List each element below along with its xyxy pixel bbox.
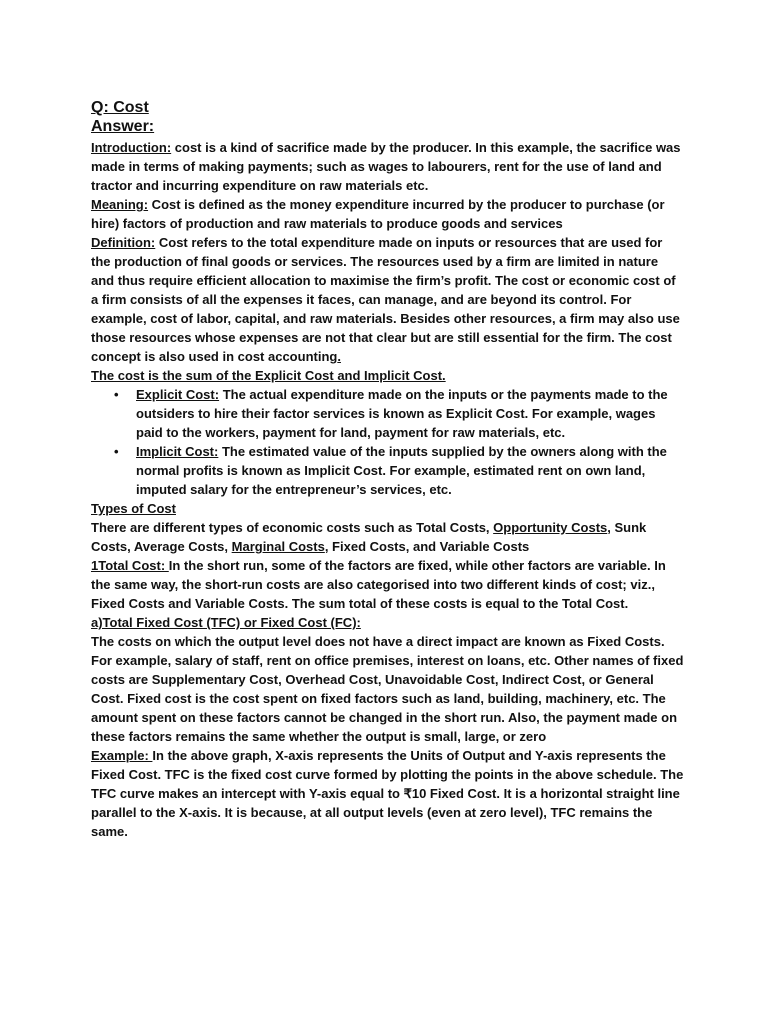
types-text-part-2: , Sunk Costs, Average Costs, <box>91 520 647 554</box>
bullet-icon: • <box>114 387 119 402</box>
meaning-paragraph <box>91 195 684 233</box>
explicit-cost-text: The actual expenditure made on the inputs or the payments made to the outsiders to hire their factor services is known as Explicit Cost. For example, wages paid to the workers, payment for land, payment for raw materials, etc. <box>136 387 668 440</box>
tfc-paragraph: The costs on which the output level does not have a direct impact are known as Fixed Costs. For example, salary of staff, rent on office premises, interest on loans, etc. Other names of fixed costs are Supplementary Cost, Overhead Cost, Unavoidable Cost, Indirect Cost, or General Cost. Fixed cost is the cost spent on fixed factors such as land, building, machinery, etc. The amount spent on these factors cannot be changed in the short run. Also, the payment made on these factors remains the same whether the output is small, large, or zero <box>91 634 684 744</box>
opportunity-costs-link[interactable]: Opportunity Costs <box>493 520 608 535</box>
definition-paragraph <box>91 233 684 366</box>
list-item-explicit-cost <box>114 385 684 442</box>
introduction-text: cost is a kind of sacrifice made by the producer. In this example, the sacrifice was made in terms of making payments; such as wages to labourers, rent for the use of land and tractor and incurring expenditure on raw materials etc. <box>91 140 681 193</box>
example-label: Example: <box>91 748 153 763</box>
types-of-cost-heading: Types of Cost <box>91 501 176 516</box>
introduction-paragraph <box>91 138 684 195</box>
meaning-label: Meaning: <box>91 197 149 212</box>
types-text-part-1: There are different types of economic costs such as Total Costs, <box>91 520 494 535</box>
tfc-heading: a)Total Fixed Cost (TFC) or Fixed Cost (FC): <box>91 615 361 630</box>
definition-text: Cost refers to the total expenditure made on inputs or resources that are used for the production of final goods or services. The resources used by a firm are limited in nature and thus require efficient allocation to maximise the firm’s profit. The cost or economic cost of a firm consists of all the expenses it faces, can manage, and are beyond its control. For example, cost of labor, capital, and raw materials. Besides other resources, a firm may also use those resources whose expenses are not that clear but are still essential for the firm. The cost concept is also used in cost accounting <box>91 235 680 364</box>
definition-end: . <box>337 349 341 364</box>
implicit-cost-text: The estimated value of the inputs supplied by the owners along with the normal profits is known as Implicit Cost. For example, estimated rent on own land, imputed salary for the entrepreneur’s services, etc. <box>136 444 667 497</box>
definition-label: Definition: <box>91 235 156 250</box>
question-title: Q: Cost <box>91 99 149 116</box>
example-paragraph <box>91 746 684 841</box>
meaning-text: Cost is defined as the money expenditure incurred by the producer to purchase (or hire) factors of production and raw materials to produce goods and services <box>91 197 665 231</box>
bullet-icon: • <box>114 444 119 459</box>
total-cost-label: 1Total Cost: <box>91 558 169 573</box>
types-of-cost-paragraph <box>91 518 684 556</box>
answer-heading: Answer: <box>91 118 155 135</box>
explicit-cost-label: Explicit Cost: <box>136 387 220 402</box>
total-cost-paragraph <box>91 556 684 613</box>
implicit-cost-label: Implicit Cost: <box>136 444 219 459</box>
list-item-implicit-cost <box>114 442 684 499</box>
example-text: In the above graph, X-axis represents the Units of Output and Y-axis represents the Fixed Cost. TFC is the fixed cost curve formed by plotting the points in the above schedule. The TFC curve makes an intercept with Y-axis equal to ₹10 Fixed Cost. It is a horizontal straight line parallel to the X-axis. It is because, at all output levels (even at zero level), TFC remains the same. <box>91 748 684 839</box>
total-cost-text: In the short run, some of the factors are fixed, while other factors are variable. In the same way, the short-run costs are also categorised into two different kinds of cost; viz., Fixed Costs and Variable Costs. The sum total of these costs is equal to the Total Cost. <box>91 558 666 611</box>
cost-bullet-list <box>91 385 684 499</box>
cost-sum-heading: The cost is the sum of the Explicit Cost and Implicit Cost. <box>91 368 446 383</box>
introduction-label: Introduction: <box>91 140 172 155</box>
marginal-costs-link[interactable]: Marginal Costs <box>231 539 325 554</box>
types-text-part-3: , Fixed Costs, and Variable Costs <box>324 539 530 554</box>
